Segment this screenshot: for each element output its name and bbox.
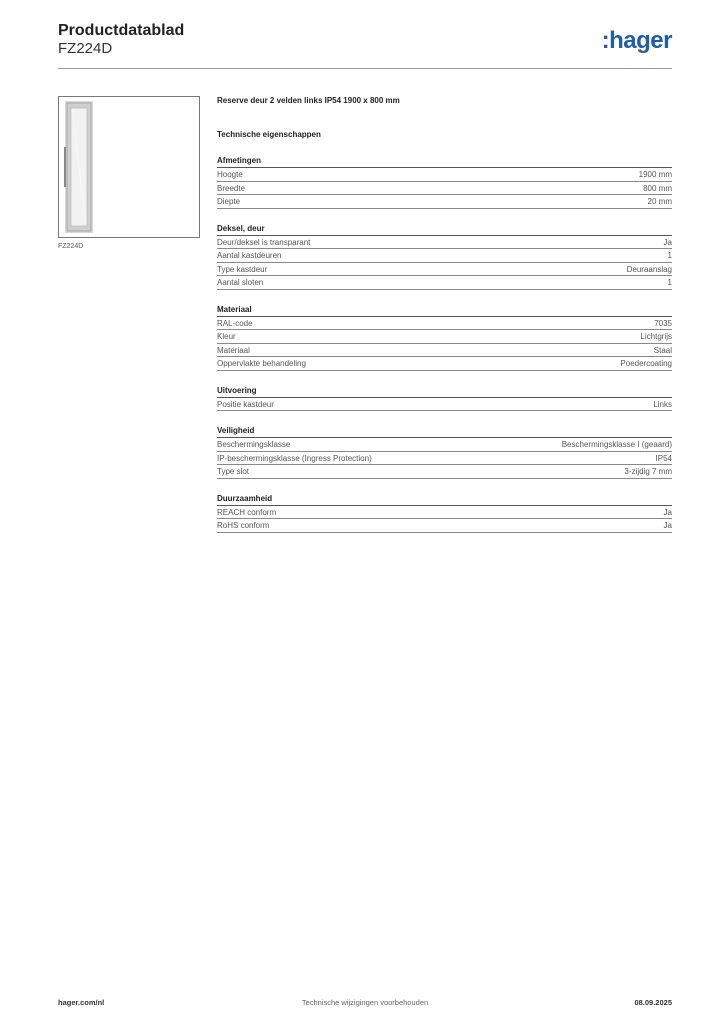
property-value: Ja <box>663 507 672 517</box>
property-value: 20 mm <box>647 197 672 206</box>
section-title: Afmetingen <box>217 155 672 168</box>
property-label: Hoogte <box>217 170 243 179</box>
section <box>217 223 672 290</box>
property-value: 1 <box>667 251 672 260</box>
property-label: Aantal sloten <box>217 278 264 287</box>
section-title: Duurzaamheid <box>217 493 672 506</box>
property-label: Type kastdeur <box>217 264 268 274</box>
footer-website-link[interactable]: hager.com/nl <box>58 998 105 1007</box>
property-label: Aantal kastdeuren <box>217 251 282 260</box>
section-title: Materiaal <box>217 304 672 317</box>
property-value: Lichtgrijs <box>640 332 672 341</box>
product-image <box>58 96 200 238</box>
footer-disclaimer: Technische wijzigingen voorbehouden <box>301 998 429 1007</box>
section-title: Uitvoering <box>217 385 672 398</box>
section <box>217 493 672 533</box>
property-row <box>217 344 672 358</box>
property-label: Beschermingsklasse <box>217 440 291 449</box>
product-content <box>217 95 672 533</box>
property-label: Positie kastdeur <box>217 399 274 409</box>
property-row <box>217 182 672 196</box>
property-row <box>217 317 672 331</box>
property-row <box>217 506 672 520</box>
property-row <box>217 168 672 182</box>
section-title: Veiligheid <box>217 425 672 438</box>
property-value: 1900 mm <box>638 170 672 179</box>
property-label: Breedte <box>217 183 246 193</box>
property-label: REACH conform <box>217 507 277 517</box>
header-divider <box>58 68 672 69</box>
property-label: Materiaal <box>217 345 250 355</box>
section <box>217 155 672 209</box>
property-value: Links <box>653 399 672 409</box>
property-row <box>217 357 672 371</box>
section-title: Deksel, deur <box>217 223 672 236</box>
property-label: RoHS conform <box>217 521 270 530</box>
page-title: Productdatablad <box>58 22 185 39</box>
product-description: Reserve deur 2 velden links IP54 1900 x 800 mm <box>217 96 400 105</box>
property-row <box>217 452 672 466</box>
product-code: FZ224D <box>58 40 113 57</box>
property-value: Staal <box>653 345 672 355</box>
property-value: 7035 <box>654 318 672 328</box>
properties-sections <box>217 155 672 533</box>
tech-properties-title: Technische eigenschappen <box>217 130 321 139</box>
property-value: Deuraanslag <box>626 264 672 274</box>
property-label: Diepte <box>217 197 241 206</box>
property-row <box>217 438 672 452</box>
property-row <box>217 195 672 209</box>
property-row <box>217 263 672 277</box>
property-row <box>217 398 672 412</box>
property-label: Type slot <box>217 467 250 476</box>
image-caption: FZ224D <box>58 243 84 250</box>
hager-logo: :hager <box>601 27 672 54</box>
property-row <box>217 330 672 344</box>
property-row <box>217 249 672 263</box>
property-value: 1 <box>667 278 672 287</box>
section <box>217 385 672 412</box>
door-illustration <box>59 97 199 237</box>
property-value: Ja <box>663 521 672 530</box>
property-value: IP54 <box>655 453 672 463</box>
property-value: 3-zijdig 7 mm <box>624 467 672 476</box>
property-value: Beschermingsklasse I (geaard) <box>561 440 672 449</box>
property-value: 800 mm <box>643 183 672 193</box>
section <box>217 304 672 371</box>
footer-date: 08.09.2025 <box>634 998 672 1007</box>
property-label: RAL-code <box>217 318 253 328</box>
property-label: Kleur <box>217 332 236 341</box>
property-row <box>217 519 672 533</box>
property-value: Poedercoating <box>620 359 672 368</box>
property-label: Deur/deksel is transparant <box>217 237 311 247</box>
property-value: Ja <box>663 237 672 247</box>
section <box>217 425 672 479</box>
property-label: Oppervlakte behandeling <box>217 359 306 368</box>
property-label: IP-beschermingsklasse (Ingress Protection) <box>217 453 372 463</box>
property-row <box>217 465 672 479</box>
property-row <box>217 236 672 250</box>
property-row <box>217 276 672 290</box>
